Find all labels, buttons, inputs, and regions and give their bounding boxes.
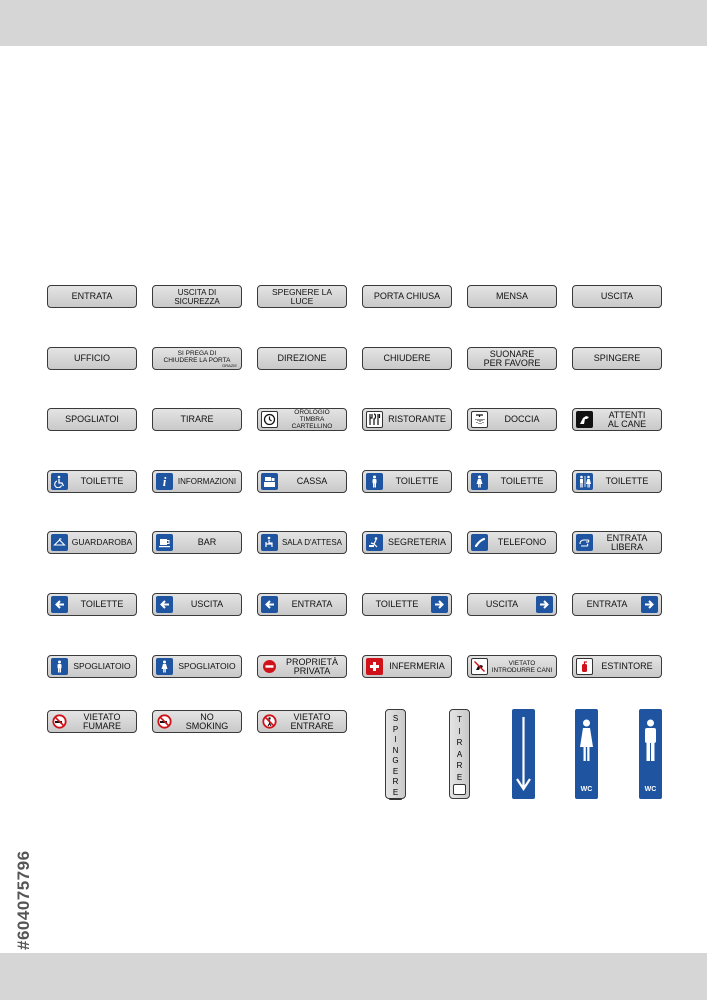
sign-entrata-libera: [572, 531, 662, 554]
hand-icon: [389, 798, 402, 800]
arrow-left-icon: [156, 596, 173, 613]
sign-chiudere-la-porta: [152, 347, 242, 370]
man-icon: [51, 658, 68, 675]
cash-register-icon: [261, 473, 278, 490]
sign-cassa: [257, 470, 347, 493]
sign-label: SEGRETERIA: [387, 537, 446, 547]
sign-uscita-di-sicurezza: [152, 285, 242, 308]
stock-id: #604075796: [14, 850, 33, 950]
wc-label: WC: [644, 786, 657, 793]
sign-spingere: [572, 347, 662, 370]
sign-label: GUARDAROBA: [71, 537, 133, 547]
woman-icon: [471, 473, 488, 490]
sign-vietato-fumare: [47, 710, 137, 733]
sign-label: VIETATO FUMARE: [83, 711, 121, 731]
sign-informazioni: [152, 470, 242, 493]
sign-label: SPOGLIATOIO: [73, 661, 131, 671]
sign-uscita: [572, 285, 662, 308]
hand-icon: [453, 784, 466, 795]
arrow-right-icon: [641, 596, 658, 613]
sign-ufficio: [47, 347, 137, 370]
woman-icon: [575, 717, 598, 777]
sign-label: TOILETTE: [375, 599, 419, 609]
sign-entrata: [47, 285, 137, 308]
sign-label: PROPRIETÀ PRIVATA: [285, 656, 338, 676]
sign-label: CASSA: [296, 476, 328, 486]
arrow-left-icon: [51, 596, 68, 613]
sign-spingere-vertical: [385, 709, 406, 799]
wheelchair-icon: [51, 473, 68, 490]
sign-label: SPOGLIATOIO: [178, 661, 236, 671]
info-icon: i: [156, 473, 173, 490]
sign-toilette-uomo: [362, 470, 452, 493]
sign-label: VIETATO INTRODURRE CANI: [491, 659, 553, 674]
sign-label: S P I N G E R E: [392, 714, 399, 797]
sign-label: TOILETTE: [80, 476, 124, 486]
sign-tirare-vertical: [449, 709, 470, 799]
sign-toilette-right: [362, 593, 452, 616]
no-entry-icon: [261, 658, 278, 675]
arrow-right-icon: [536, 596, 553, 613]
wc-label: WC: [580, 786, 593, 793]
woman-icon: [156, 658, 173, 675]
sign-wc-donna: [575, 709, 598, 799]
shower-icon: [471, 411, 488, 428]
sign-label: TELEFONO: [497, 537, 547, 547]
sign-spegnere-la-luce: [257, 285, 347, 308]
sign-uscita-right: [467, 593, 557, 616]
sign-label: USCITA: [190, 599, 224, 609]
sign-proprieta-privata: [257, 655, 347, 678]
no-dogs-icon: [471, 658, 488, 675]
cutlery-icon: [366, 411, 383, 428]
sign-label: SI PREGA DI CHIUDERE LA PORTA: [163, 349, 231, 364]
sign-label: ATTENTI AL CANE: [607, 409, 647, 429]
sign-entrata-left: [257, 593, 347, 616]
sign-vietato-entrare: [257, 710, 347, 733]
no-smoking-icon: [156, 713, 173, 730]
man-woman-icon: [576, 473, 593, 490]
sign-orologio: [257, 408, 347, 431]
sign-toilette-donna: [467, 470, 557, 493]
sign-label: DOCCIA: [504, 414, 540, 424]
sign-label: T I R A R E: [456, 715, 463, 782]
sign-label: ENTRATA: [291, 599, 333, 609]
no-smoking-icon: [51, 713, 68, 730]
sign-label: TOILETTE: [395, 476, 439, 486]
sign-label: DIREZIONE: [277, 353, 327, 363]
sign-label: ENTRATA: [71, 291, 113, 301]
hand-icon: [576, 534, 593, 551]
sign-label: BAR: [197, 537, 217, 547]
arrow-down-sign: [512, 709, 535, 799]
sign-bar: [152, 531, 242, 554]
sign-doccia: [467, 408, 557, 431]
sign-spogliatoio-donna: [152, 655, 242, 678]
sign-label: SUONARE PER FAVORE: [483, 348, 541, 368]
sign-toilette-left: [47, 593, 137, 616]
sign-uscita-left: [152, 593, 242, 616]
arrow-left-icon: [261, 596, 278, 613]
sign-label: ENTRATA LIBERA: [606, 532, 648, 552]
sign-infermeria: [362, 655, 452, 678]
sign-direzione: [257, 347, 347, 370]
top-band: [0, 0, 707, 46]
typist-icon: [366, 534, 383, 551]
sign-toilette-disabili: [47, 470, 137, 493]
sign-label: RISTORANTE: [388, 414, 446, 424]
sign-label: SPOGLIATOI: [65, 414, 119, 424]
sign-label: TIRARE: [180, 414, 214, 424]
sign-label: OROLOGIO TIMBRA CARTELLINO: [291, 409, 333, 430]
sign-label: ENTRATA: [586, 599, 628, 609]
man-icon: [366, 473, 383, 490]
sign-small-label: GRAZIE: [222, 362, 237, 368]
clock-icon: [261, 411, 278, 428]
bottom-band: [0, 953, 707, 1000]
arrow-right-icon: [431, 596, 448, 613]
sign-mensa: [467, 285, 557, 308]
sign-label: SPEGNERE LA LUCE: [272, 286, 332, 306]
sign-label: TOILETTE: [80, 599, 124, 609]
man-icon: [639, 717, 662, 777]
coffee-cup-icon: [156, 534, 173, 551]
sign-segreteria: [362, 531, 452, 554]
sign-attenti-al-cane: [572, 408, 662, 431]
hanger-icon: [51, 534, 68, 551]
sign-telefono: [467, 531, 557, 554]
no-entry-person-icon: [261, 713, 278, 730]
sign-ristorante: [362, 408, 452, 431]
sign-sala-d-attesa: [257, 531, 347, 554]
sign-label: USCITA DI SICUREZZA: [174, 287, 220, 306]
sign-label: PORTA CHIUSA: [373, 291, 441, 301]
sign-tirare: [152, 408, 242, 431]
sign-vietato-introdurre-cani: [467, 655, 557, 678]
sign-spogliatoi: [47, 408, 137, 431]
red-cross-icon: [366, 658, 383, 675]
sign-label: VIETATO ENTRARE: [290, 711, 334, 731]
sign-guardaroba: [47, 531, 137, 554]
sign-label: ESTINTORE: [601, 661, 653, 671]
sign-estintore: [572, 655, 662, 678]
sign-label: SPINGERE: [593, 353, 641, 363]
sign-chiudere: [362, 347, 452, 370]
sign-label: TOILETTE: [500, 476, 544, 486]
chair-icon: [261, 534, 278, 551]
sign-label: MENSA: [495, 291, 528, 301]
sign-label: UFFICIO: [74, 353, 110, 363]
sign-spogliatoio-uomo: [47, 655, 137, 678]
sign-label: USCITA: [600, 291, 634, 301]
dog-icon: [576, 411, 593, 428]
sign-label: TOILETTE: [605, 476, 649, 486]
sign-suonare-per-favore: [467, 347, 557, 370]
sign-toilette-uomo-donna: [572, 470, 662, 493]
sign-label: SALA D'ATTESA: [281, 538, 343, 547]
sign-entrata-right: [572, 593, 662, 616]
sign-label: INFERMERIA: [389, 661, 445, 671]
sign-label: USCITA: [485, 599, 519, 609]
arrow-down-icon: [512, 709, 535, 799]
telephone-icon: [471, 534, 488, 551]
sign-label: NO SMOKING: [185, 711, 229, 731]
sign-wc-uomo: [639, 709, 662, 799]
sign-label: INFORMAZIONI: [177, 477, 237, 486]
fire-extinguisher-icon: [576, 658, 593, 675]
sign-no-smoking: [152, 710, 242, 733]
sign-porta-chiusa: [362, 285, 452, 308]
sign-label: CHIUDERE: [383, 353, 431, 363]
